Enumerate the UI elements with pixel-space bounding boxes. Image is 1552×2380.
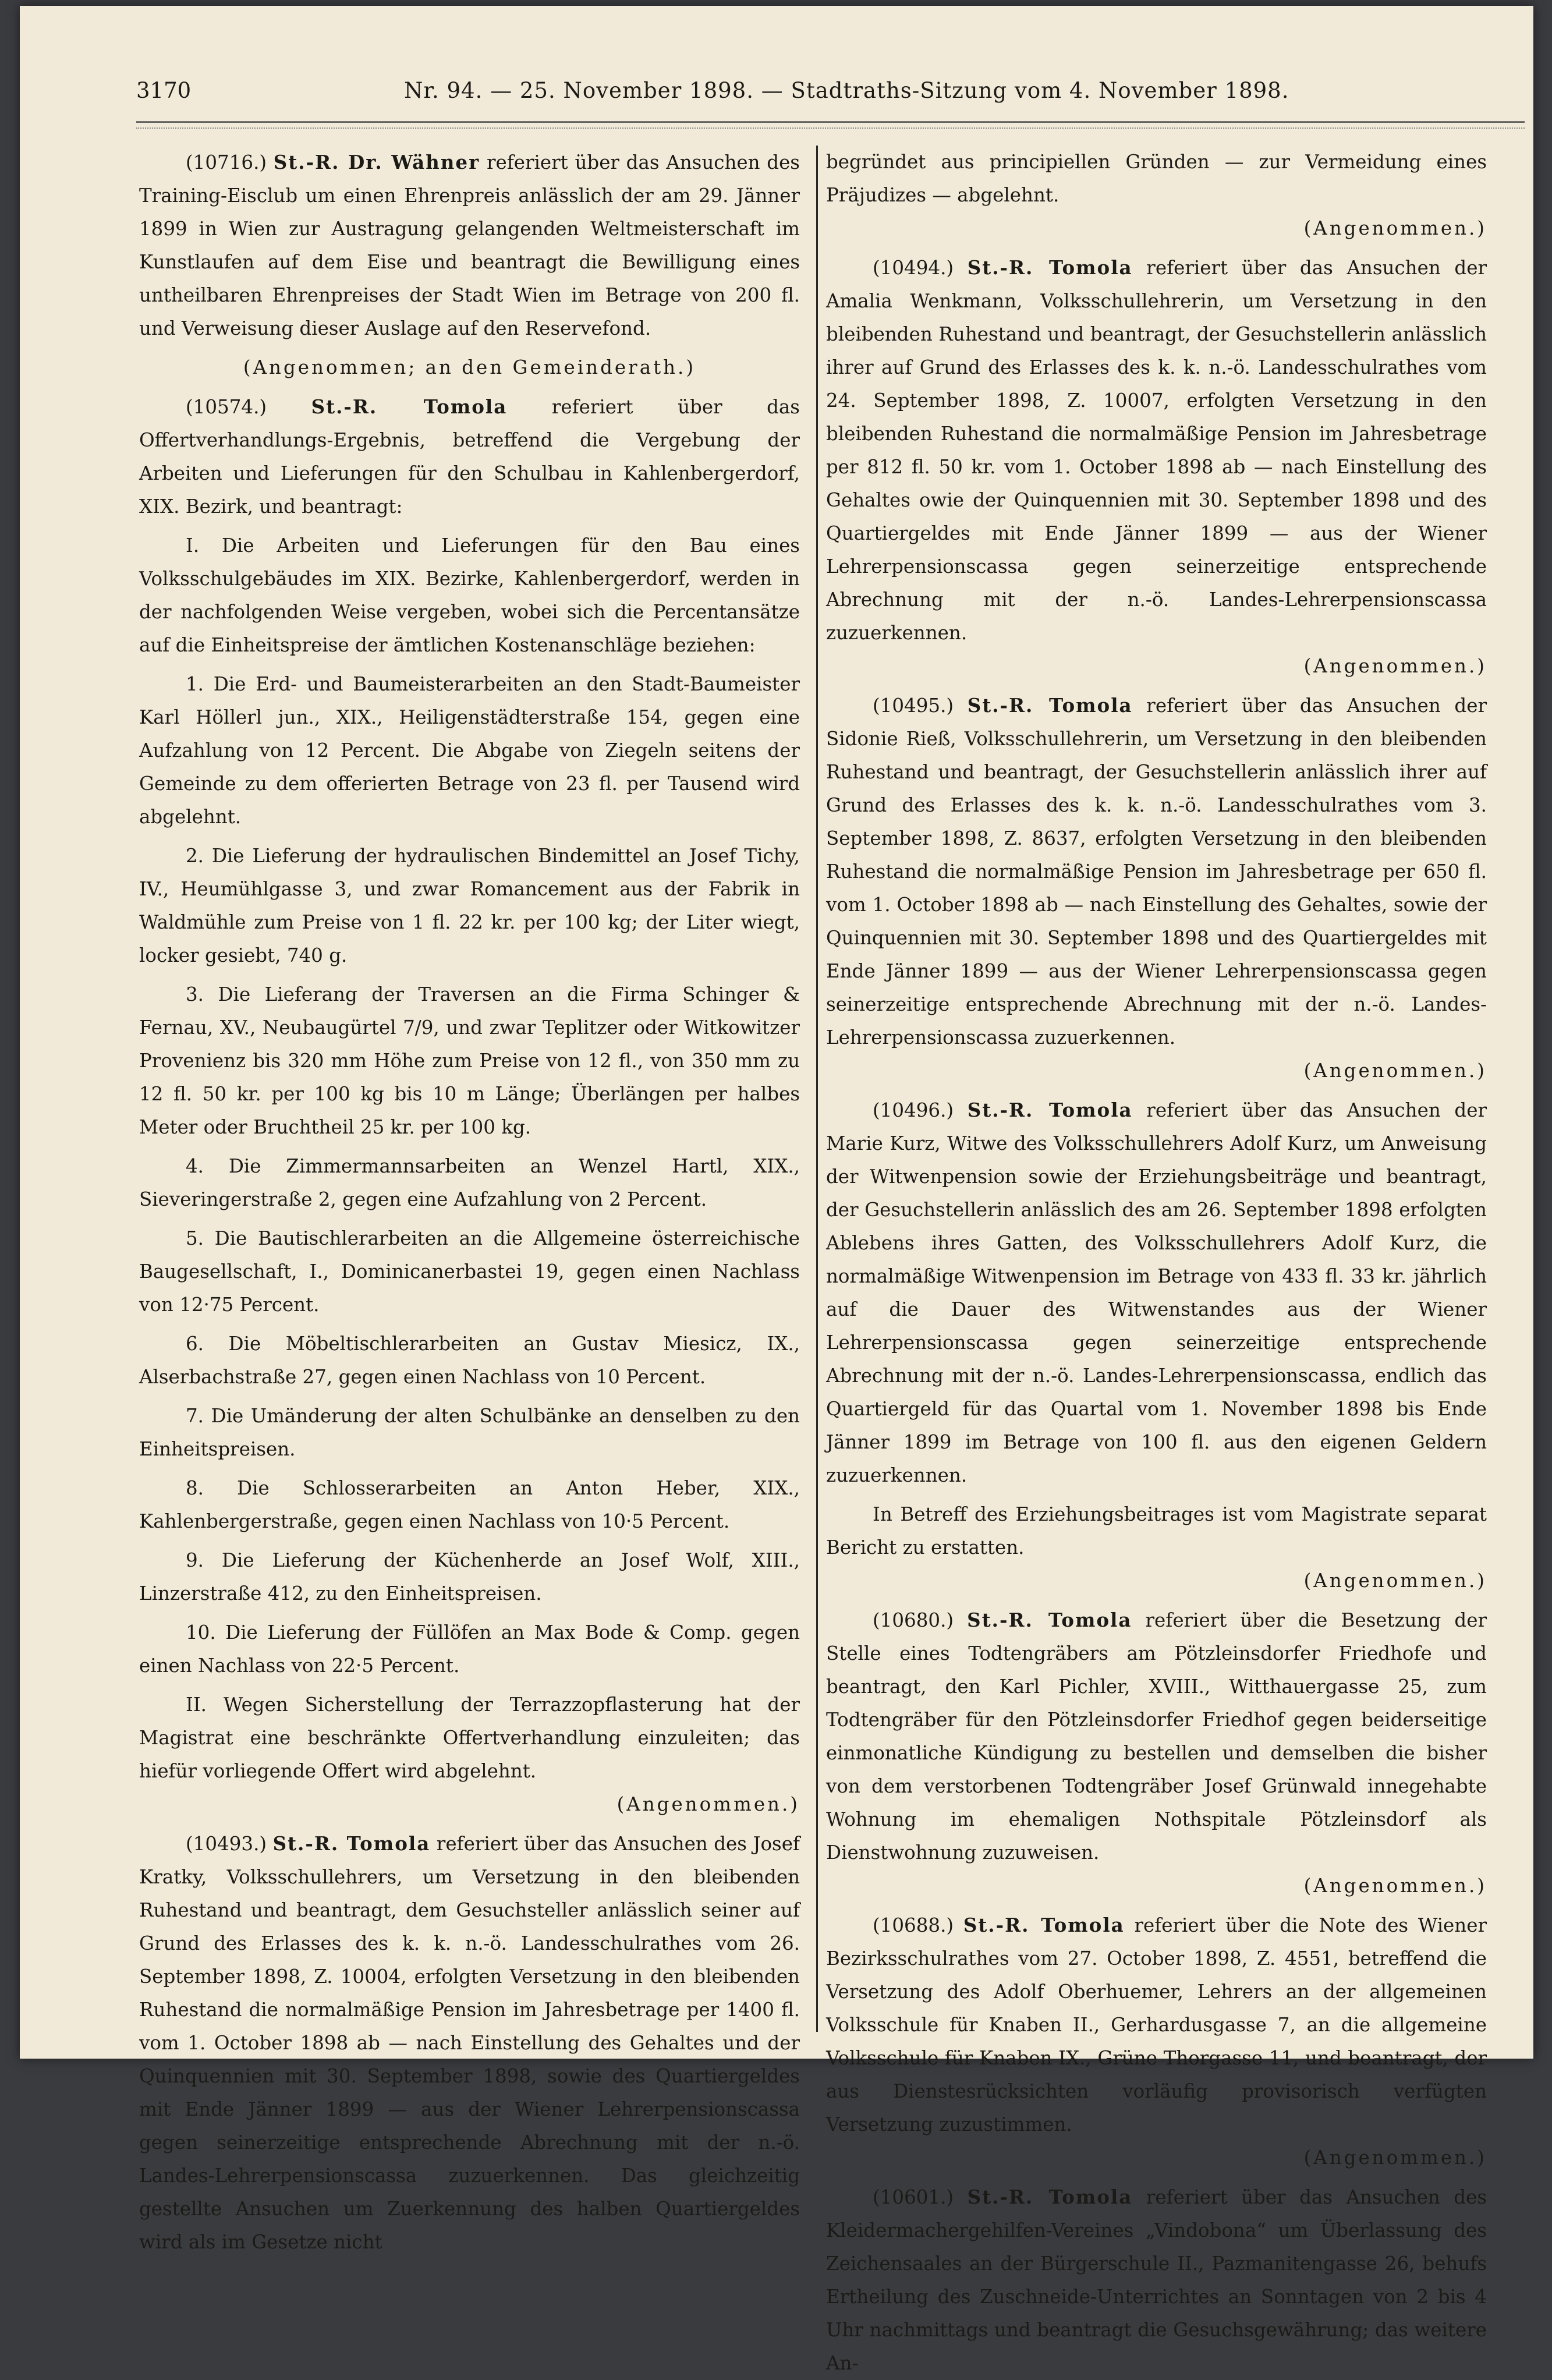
entry-10574 xyxy=(139,390,800,1821)
entry-paragraph xyxy=(826,251,1487,683)
section-II-text: II. Wegen Sicherstellung der Terrazzopflasterung hat der Magistrat eine beschränkte Offertverhandlung einzuleiten; das hiefür vorliegende Offert wird abgelehnt. xyxy=(139,1694,800,1782)
entry-ref: (10496.) xyxy=(873,1099,954,1121)
entry-text: referiert über das Offertverhandlungs-Ergebnis, betreffend die Vergebung der Arbeiten und Lieferungen für den Schulbau in Kahlenbergerdorf, XIX. Bezirk, und beantragt: xyxy=(139,396,800,518)
entry-speaker: St.-R. Tomola xyxy=(311,395,508,418)
entry-paragraph xyxy=(139,390,800,523)
entry-10496 xyxy=(826,1093,1487,1598)
list-item: 7. Die Umänderung der alten Schulbänke an denselben zu den Einheitspreisen. xyxy=(139,1405,800,1460)
entry-speaker: St.-R. Tomola xyxy=(967,1609,1132,1631)
entry-resolution: (Angenommen; an den Gemeinderath.) xyxy=(243,356,696,378)
entry-ref: (10601.) xyxy=(873,2186,954,2208)
entry-resolution: (Angenommen.) xyxy=(1303,1060,1487,1082)
list-item: 9. Die Lieferung der Küchenherde an Josef Wolf, XIII., Linzerstraße 412, zu den Einheitspreisen. xyxy=(139,1549,800,1605)
list-item: 2. Die Lieferung der hydraulischen Bindemittel an Josef Tichy, IV., Heumühlgasse 3, und zwar Romancement aus der Fabrik in Waldmühle zum Preise von 1 fl. 22 kr. per 100 kg; der Liter wiegt, locker gesiebt, 740 g. xyxy=(139,845,800,966)
page-number: 3170 xyxy=(136,78,192,103)
list-item: 1. Die Erd- und Baumeisterarbeiten an den Stadt-Baumeister Karl Höllerl jun., XIX., Heiligenstädterstraße 154, gegen eine Aufzahlung von 12 Percent. Die Abgabe von Ziegeln seitens der Gemeinde zu dem offerierten Betrage von 23 fl. per Tausend wird abgelehnt. xyxy=(139,673,800,828)
list-item: 4. Die Zimmermannsarbeiten an Wenzel Hartl, XIX., Sieveringerstraße 2, gegen eine Aufzahlung von 2 Percent. xyxy=(139,1155,800,1210)
entry-paragraph xyxy=(139,1827,800,2259)
list-item: 3. Die Lieferang der Traversen an die Firma Schinger & Fernau, XV., Neubaugürtel 7/9, und zwar Teplitzer oder Witkowitzer Provenienz bis 320 mm Höhe zum Preise von 12 fl., von 350 mm zu 12 fl. 50 kr. per 100 kg bis 10 m Länge; Überlängen per halbes Meter oder Bruchtheil 25 kr. per 100 kg. xyxy=(139,983,800,1138)
entry-speaker: St.-R. Tomola xyxy=(967,256,1133,279)
entry-10680 xyxy=(826,1603,1487,1903)
entry-resolution: (Angenommen.) xyxy=(616,1793,800,1815)
section-II xyxy=(139,1688,800,1821)
entry-resolution: (Angenommen.) xyxy=(1303,1570,1487,1592)
entry-paragraph xyxy=(826,1908,1487,2174)
column-divider xyxy=(816,146,818,2032)
entry-note-text: In Betreff des Erziehungsbeitrages ist vom Magistrate separat Bericht zu erstatten. xyxy=(826,1503,1487,1559)
entry-10495 xyxy=(826,689,1487,1088)
entry-paragraph xyxy=(826,689,1487,1088)
entry-note xyxy=(826,1498,1487,1598)
entry-text: begründet aus principiellen Gründen — zur Vermeidung eines Präjudizes — abgelehnt. xyxy=(826,151,1487,206)
list-item: 6. Die Möbeltischlerarbeiten an Gustav Miesicz, IX., Alserbachstraße 27, gegen einen Nachlass von 10 Percent. xyxy=(139,1333,800,1388)
right-column xyxy=(826,146,1487,2374)
entry-speaker: St.-R. Tomola xyxy=(963,1914,1125,1936)
list-item: 10. Die Lieferung der Füllöfen an Max Bode & Comp. gegen einen Nachlass von 22·5 Percent. xyxy=(139,1621,800,1677)
entry-ref: (10688.) xyxy=(873,1914,954,1936)
entry-text: referiert über die Note des Wiener Bezirksschulrathes vom 27. October 1898, Z. 4551, betreffend die Versetzung des Adolf Oberhuemer, Lehrers an der allgemeinen Volksschule für Knaben II., Gerhardusgasse 7, an die allgemeine Volksschule für Knaben IX., Grüne Thorgasse 11, und beantragt, der aus Dienstesrücksichten vorläufig provisorisch verfügten Versetzung zuzustimmen. xyxy=(826,1914,1487,2135)
newspaper-page xyxy=(20,6,1533,2374)
entry-text: referiert über das Ansuchen des Josef Kratky, Volksschullehrers, um Versetzung in den bleibenden Ruhestand und beantragt, dem Gesuchsteller anlässlich seiner auf Grund des Erlasses des k. k. n.-ö. Landesschulrathes vom 26. September 1898, Z. 10004, erfolgten Versetzung in den bleibenden Ruhestand die normalmäßige Pension im Jahresbetrage per 1400 fl. vom 1. October 1898 ab — nach Einstellung des Gehaltes und der Quinquennien mit 30. September 1898, sowie des Quartiergeldes mit Ende Jänner 1899 — aus der Wiener Lehrerpensionscassa gegen seinerzeitige entsprechende Abrechnung mit der n.-ö. Landes-Lehrerpensionscassa zuzuerkennen. Das gleichzeitig gestellte Ansuchen um Zuerkennung des halben Quartiergeldes wird als im Gesetze nicht xyxy=(139,1833,800,2253)
entry-paragraph xyxy=(826,146,1487,245)
entry-paragraph xyxy=(139,146,800,345)
entry-resolution: (Angenommen.) xyxy=(1303,1875,1487,1897)
entry-speaker: St.-R. Tomola xyxy=(967,694,1133,717)
left-column xyxy=(139,146,800,2253)
entry-10494 xyxy=(826,251,1487,683)
entry-10688 xyxy=(826,1908,1487,2174)
entry-ref: (10574.) xyxy=(186,396,267,418)
list-item: 5. Die Bautischlerarbeiten an die Allgemeine österreichische Baugesellschaft, I., Dominicanerbastei 19, gegen einen Nachlass von 12·75 Percent. xyxy=(139,1227,800,1316)
entry-text: referiert über die Besetzung der Stelle eines Todtengräbers am Pötzleinsdorfer Friedhofe und beantragt, den Karl Pichler, XVIII., Witthauergasse 25, zum Todtengräber für den Pötzleinsdorfer Friedhof gegen beiderseitige einmonatliche Kündigung zu bestellen und demselben die bisher von dem verstorbenen Todtengräber Josef Grünwald innegehabte Wohnung im ehemaligen Nothspitale Pötzleinsdorf als Dienstwohnung zuzuweisen. xyxy=(826,1609,1487,1864)
entry-speaker: St.-R. Tomola xyxy=(967,2186,1133,2208)
entry-text: referiert über das Ansuchen des Training-Eisclub um einen Ehrenpreis anlässlich der am 29. Jänner 1899 in Wien zur Austragung gelangenden Weltmeisterschaft im Kunstlaufen auf dem Eise und beantragt die Bewilligung eines untheilbaren Ehrenpreises der Stadt Wien im Betrage von 200 fl. und Verweisung dieser Auslage auf den Reservefond. xyxy=(139,151,800,339)
section-I-intro: I. Die Arbeiten und Lieferungen für den Bau eines Volksschulgebäudes im XIX. Bezirke, Kahlenbergerdorf, werden in der nachfolgenden Weise vergeben, wobei sich die Percentansätze auf die Einheitspreise der ämtlichen Kostenanschläge beziehen: xyxy=(139,534,800,656)
entry-paragraph xyxy=(826,2180,1487,2380)
entry-text: referiert über das Ansuchen des Kleidermachergehilfen-Vereines „Vindobona“ um Überlassung des Zeichensaales an der Bürgerschule II., Pazmanitengasse 26, behufs Ertheilung des Zuschneide-Unterrichtes an Sonntagen von 2 bis 4 Uhr nachmittags und beantragt die Gesuchsgewährung; das weitere An- xyxy=(826,2186,1487,2374)
entry-resolution: (Angenommen.) xyxy=(1303,655,1487,677)
entry-resolution: (Angenommen.) xyxy=(1303,2147,1487,2169)
header-title: Nr. 94. — 25. November 1898. — Stadtraths-Sitzung vom 4. November 1898. xyxy=(404,78,1289,103)
entry-10601 xyxy=(826,2180,1487,2380)
entry-text: referiert über das Ansuchen der Marie Kurz, Witwe des Volksschullehrers Adolf Kurz, um Anweisung der Witwenpension sowie der Erziehungsbeiträge und beantragt, der Gesuchstellerin anlässlich des am 26. September 1898 erfolgten Ablebens ihres Gatten, des Volksschullehrers Adolf Kurz, die normalmäßige Witwenpension im Betrage von 433 fl. 33 kr. jährlich auf die Dauer des Witwenstandes aus der Wiener Lehrerpensionscassa gegen seinerzeitige entsprechende Abrechnung mit der n.-ö. Landes-Lehrerpensionscassa, endlich das Quartiergeld für das Quartal vom 1. November 1898 bis Ende Jänner 1899 im Betrage von 100 fl. aus den eigenen Geldern zuzuerkennen. xyxy=(826,1099,1487,1486)
entry-resolution: (Angenommen.) xyxy=(1303,217,1487,239)
entry-speaker: St.-R. Tomola xyxy=(272,1832,431,1855)
entry-text: referiert über das Ansuchen der Amalia Wenkmann, Volksschullehrerin, um Versetzung in den bleibenden Ruhestand und beantragt, der Gesuchstellerin anlässlich ihrer auf Grund des Erlasses des k. k. n.-ö. Landesschulrathes vom 24. September 1898, Z. 10007, erfolgten Versetzung in den bleibenden Ruhestand die normalmäßige Pension im Jahresbetrage per 812 fl. 50 kr. vom 1. October 1898 ab — nach Einstellung des Gehaltes owie der Quinquennien mit 30. September 1898 und des Quartiergeldes mit Ende Jänner 1899 — aus der Wiener Lehrerpensionscassa gegen seinerzeitige entsprechende Abrechnung mit der n.-ö. Landes-Lehrerpensionscassa zuzuerkennen. xyxy=(826,257,1487,644)
page-header xyxy=(136,78,1525,115)
list-item: 8. Die Schlosserarbeiten an Anton Heber, XIX., Kahlenbergerstraße, gegen einen Nachlass von 10·5 Percent. xyxy=(139,1477,800,1532)
entry-ref: (10493.) xyxy=(186,1833,267,1855)
entry-speaker: St.-R. Tomola xyxy=(967,1099,1133,1121)
entry-10716 xyxy=(139,146,800,384)
entry-paragraph xyxy=(826,1093,1487,1492)
entry-ref: (10716.) xyxy=(186,151,267,173)
entry-paragraph xyxy=(826,1603,1487,1903)
entry-ref: (10680.) xyxy=(873,1609,954,1631)
entry-10493-continued xyxy=(826,146,1487,245)
header-rule xyxy=(136,121,1525,129)
entry-ref: (10495.) xyxy=(873,695,954,717)
entry-text: referiert über das Ansuchen der Sidonie Rieß, Volksschullehrerin, um Versetzung in den bleibenden Ruhestand und beantragt, der Gesuchstellerin anlässlich ihrer auf Grund des Erlasses des k. k. n.-ö. Landesschulrathes vom 3. September 1898, Z. 8637, erfolgten Versetzung in den bleibenden Ruhestand die normalmäßige Pension im Jahresbetrage per 650 fl. vom 1. October 1898 ab — nach Einstellung des Gehaltes, sowie der Quinquennien mit 30. September 1898 und des Quartiergeldes mit Ende Jänner 1899 — aus der Wiener Lehrerpensionscassa gegen seinerzeitige entsprechende Abrechnung mit der n.-ö. Landes-Lehrerpensionscassa zuzuerkennen. xyxy=(826,695,1487,1049)
entry-10493 xyxy=(139,1827,800,2259)
entry-ref: (10494.) xyxy=(873,257,954,279)
entry-speaker: St.-R. Dr. Wähner xyxy=(273,151,480,173)
